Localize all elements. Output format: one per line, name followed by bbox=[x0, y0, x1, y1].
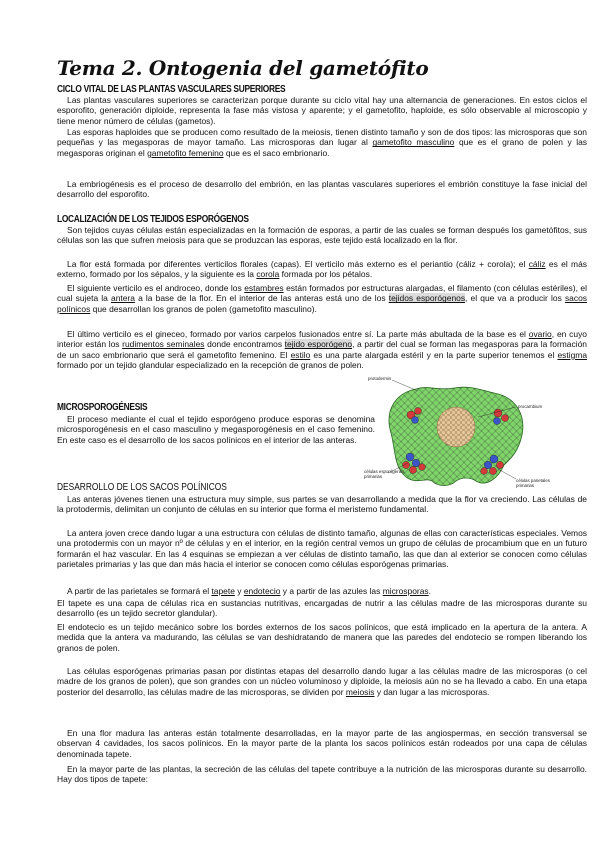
paragraph: El último verticilo es el gineceo, formado por varios carpelos fusionados entre sí. La parte más abultada de la base es el ovario, en cuyo interior están los rudimentos seminales donde encontramos tejido esporógeno, a partir del cual se forman las megasporas para la formación de un saco embrionario que será el gametofito femenino. El estilo es una parte alargada estéril y en la parte superior tenemos el estigma formado por un tejido glandular especializado en la recepción de granos de polen. bbox=[57, 329, 588, 371]
paragraph: El tapete es una capa de células rica en sustancias nutritivas, encargadas de nutrir a las células madre de las microsporas durante su desarrollo (es un tejido secretor glandular). bbox=[57, 598, 587, 619]
label-parietal-cells-2: primarias bbox=[516, 483, 535, 488]
paragraph: El siguiente verticilo es el androceo, donde los estambres están formados por estructuras alargadas, el filamento (con células estériles), el cual sujeta la antera a la base de la flor. En el interior de las anteras está uno de los tejidos esporógenos, el que va a producir los sacos polínicos que desarrollan los granos de polen (gametofito masculino). bbox=[57, 283, 587, 314]
label-sporogenous-cells-2: primarias bbox=[364, 474, 383, 479]
page-title: Tema 2. Ontogenia del gametófito bbox=[57, 56, 429, 80]
paragraph: La antera joven crece dando lugar a una estructura con células de distinto tamaño, algunas de ellas con características especiales. Vemos una protodermis con un mayor nº de células y en el interior, en la región central vemos un grupo de células de procambium que en un futuro formarán el haz vascular. En las 4 esquinas se empiezan a ver células de distinto tamaño, las que dan al exterior se conocen como células parietales primarias y las que dan más hacia el interior se conocen como células esporógenas primarias. bbox=[57, 528, 587, 570]
section-heading-microsporogenesis: MICROSPOROGÉNESIS bbox=[57, 401, 148, 413]
paragraph: Las células esporógenas primarias pasan por distintas etapas del desarrollo dando lugar a las células madre de las microsporas (o cel madre de los granos de polen), que son grandes con un núcleo voluminoso y diploide, la meiosis aún no se ha llevado a cabo. En una etapa posterior del desarrollo, las células madre de las microsporas, se dividen por meiosis y dan lugar a las microsporas. bbox=[57, 666, 587, 697]
procambium-core bbox=[437, 407, 475, 447]
paragraph: Las esporas haploides que se producen como resultado de la meiosis, tienen distinto tamaño y son de dos tipos: las microsporas que son pequeñas y las megasporas de mayor tamaño. Las microsporas dan lugar al gametofito masculino que es el grano de polen y las megasporas originan el gametofito femenino que es el saco embrionario. bbox=[57, 127, 587, 158]
paragraph: En la mayor parte de las plantas, la secreción de las células del tapete contribuye a la nutrición de las microsporas durante su desarrollo. Hay dos tipos de tapete: bbox=[57, 764, 587, 785]
paragraph: Las anteras jóvenes tienen una estructura muy simple, sus partes se van desarrollando a medida que la flor va creciendo. Las células de la protodermis, delimitan un conjunto de células en su interior que forma el meristemo fundamental. bbox=[57, 494, 587, 515]
paragraph: La embriogénesis es el proceso de desarrollo del embrión, en las plantas vasculares superiores el embrión constituye la fase inicial del desarrollo del esporofito. bbox=[57, 179, 587, 200]
section-heading-desarrollo-sacos: DESARROLLO DE LOS SACOS POLÍNICOS bbox=[57, 481, 227, 493]
label-sporogenous-cells: células esporógenas bbox=[364, 469, 405, 474]
paragraph: En una flor madura las anteras están totalmente desarrolladas, en la mayor parte de las angiospermas, en sección transversal se observan 4 cavidades, los sacos polínicos. En la mayor parte de la planta los sacos polínicos están rodeados por una capa de células denominada tapete. bbox=[57, 728, 587, 759]
label-procambium: procambium bbox=[518, 404, 543, 409]
section-heading-ciclo-vital: CICLO VITAL DE LAS PLANTAS VASCULARES SUPERIORES bbox=[57, 83, 286, 95]
paragraph: El proceso mediante el cual el tejido esporógeno produce esporas se denomina microsporogénesis en el caso masculino y megasporogénesis en el caso femenino. En este caso es el desarrollo de los sacos polínicos en el interior de las anteras. bbox=[57, 414, 375, 445]
paragraph: Las plantas vasculares superiores se caracterizan porque durante su ciclo vital hay una alternancia de generaciones. En estos ciclos el esporofito, generación diploide, representa la fase más vistosa y aparente; y el gametofito, haploide, es sólo observable al microscopio y tiene menor número de células (gametos). bbox=[57, 95, 587, 126]
anther-cross-section-diagram bbox=[364, 375, 550, 495]
section-heading-localizacion: LOCALIZACIÓN DE LOS TEJIDOS ESPORÓGENOS bbox=[57, 213, 249, 225]
paragraph: La flor está formada por diferentes verticilos florales (capas). El verticilo más externo es el periantio (cáliz + corola); el cáliz es el más externo, formado por los sépalos, y la siguiente es la corola formada por los pétalos. bbox=[57, 259, 588, 280]
label-protodermis: protodermis bbox=[368, 376, 392, 381]
label-parietal-cells: células parietales bbox=[516, 478, 550, 483]
paragraph: El endotecio es un tejido mecánico sobre los bordes externos de los sacos polínicos, que está implicado en la apertura de la antera. A medida que la antera va madurando, las células se van deshidratando de manera que las paredes del endotecio se rompen liberando los granos de polen. bbox=[57, 622, 587, 653]
paragraph: Son tejidos cuyas células están especializadas en la formación de esporas, a partir de las cuales se forman después los gametófitos, sus células son las que sufren meiosis para que se produzcan las esporas, este tejido está localizado en la flor. bbox=[57, 225, 587, 246]
paragraph: A partir de las parietales se formará el tapete y endotecio y a partir de las azules las microsporas. bbox=[67, 586, 431, 596]
